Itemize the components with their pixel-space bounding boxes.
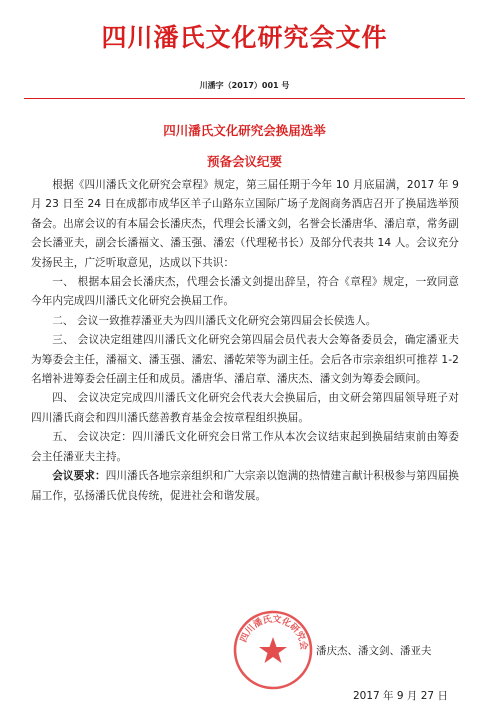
signers: 潘庆杰、潘文剑、潘亚夫 bbox=[316, 645, 432, 657]
header-divider bbox=[24, 98, 465, 99]
requirement-paragraph bbox=[31, 467, 459, 506]
resolution-item-1: 一、 根据本届会长潘庆杰，代理会长潘文剑提出辞呈，符合《章程》规定，一致同意今年内完成四川潘氏文化研究会换届工作。 bbox=[31, 276, 459, 308]
resolution-item-2: 二、 会议一致推荐潘亚夫为四川潘氏文化研究会第四届会长侯选人。 bbox=[52, 314, 377, 327]
resolution-item-3: 三、 会议决定组建四川潘氏文化研究会第四届会员代表大会筹备委员会，确定潘亚夫为筹委会主任，潘福文、潘玉强、潘宏、潘乾荣等为副主任。会后各市宗亲组织可推荐 1-2 名增补进筹委会任副主任和成员。潘唐华、潘启章、潘庆杰、潘文剑为筹委会顾问。 bbox=[31, 334, 459, 386]
document-body bbox=[31, 176, 459, 506]
resolution-item-4: 四、 会议决定完成四川潘氏文化研究会代表大会换届后，由文研会第四届领导班子对四川潘氏商会和四川潘氏慈善教育基金会按章程组织换届。 bbox=[31, 392, 459, 424]
official-seal-icon bbox=[232, 609, 314, 691]
org-title: 四川潘氏文化研究会文件 bbox=[101, 23, 388, 52]
document-number: 川潘字（2017）001 号 bbox=[199, 81, 290, 90]
requirement-text: 四川潘氏各地宗亲组织和广大宗亲以饱满的热情建言献计积极参与第四届换届工作，弘扬潘氏优良传统，促进社会和谐发展。 bbox=[31, 470, 460, 502]
document-subtitle: 预备会议纪要 bbox=[206, 154, 282, 169]
issue-date: 2017 年 9 月 27 日 bbox=[353, 690, 448, 702]
intro-paragraph: 根据《四川潘氏文化研究会章程》规定，第三届任期于今年 10 月底届满，2017 年 9 月 23 日至 24 日在成都市成华区羊子山路东立国际广场子龙阁商务酒店召开了换届选举预备会。出席会议的有本届会长潘庆杰，代理会长潘文剑，名誉会长潘唐华、潘启章，常务副会长潘亚夫，副会长潘福文、潘玉强、潘宏（代理秘书长）及部分代表共 14 人。会议充分发扬民主，广泛听取意见，达成以下共识： bbox=[31, 179, 459, 269]
requirement-label: 会议要求： bbox=[52, 470, 106, 483]
seal-text: 四川潘氏文化研究会 bbox=[239, 614, 309, 651]
resolution-item-5: 五、 会议决定：四川潘氏文化研究会日常工作从本次会议结束起到换届结束前由筹委会主任潘亚夫主持。 bbox=[31, 431, 459, 463]
document-title: 四川潘氏文化研究会换届选举 bbox=[163, 123, 326, 138]
